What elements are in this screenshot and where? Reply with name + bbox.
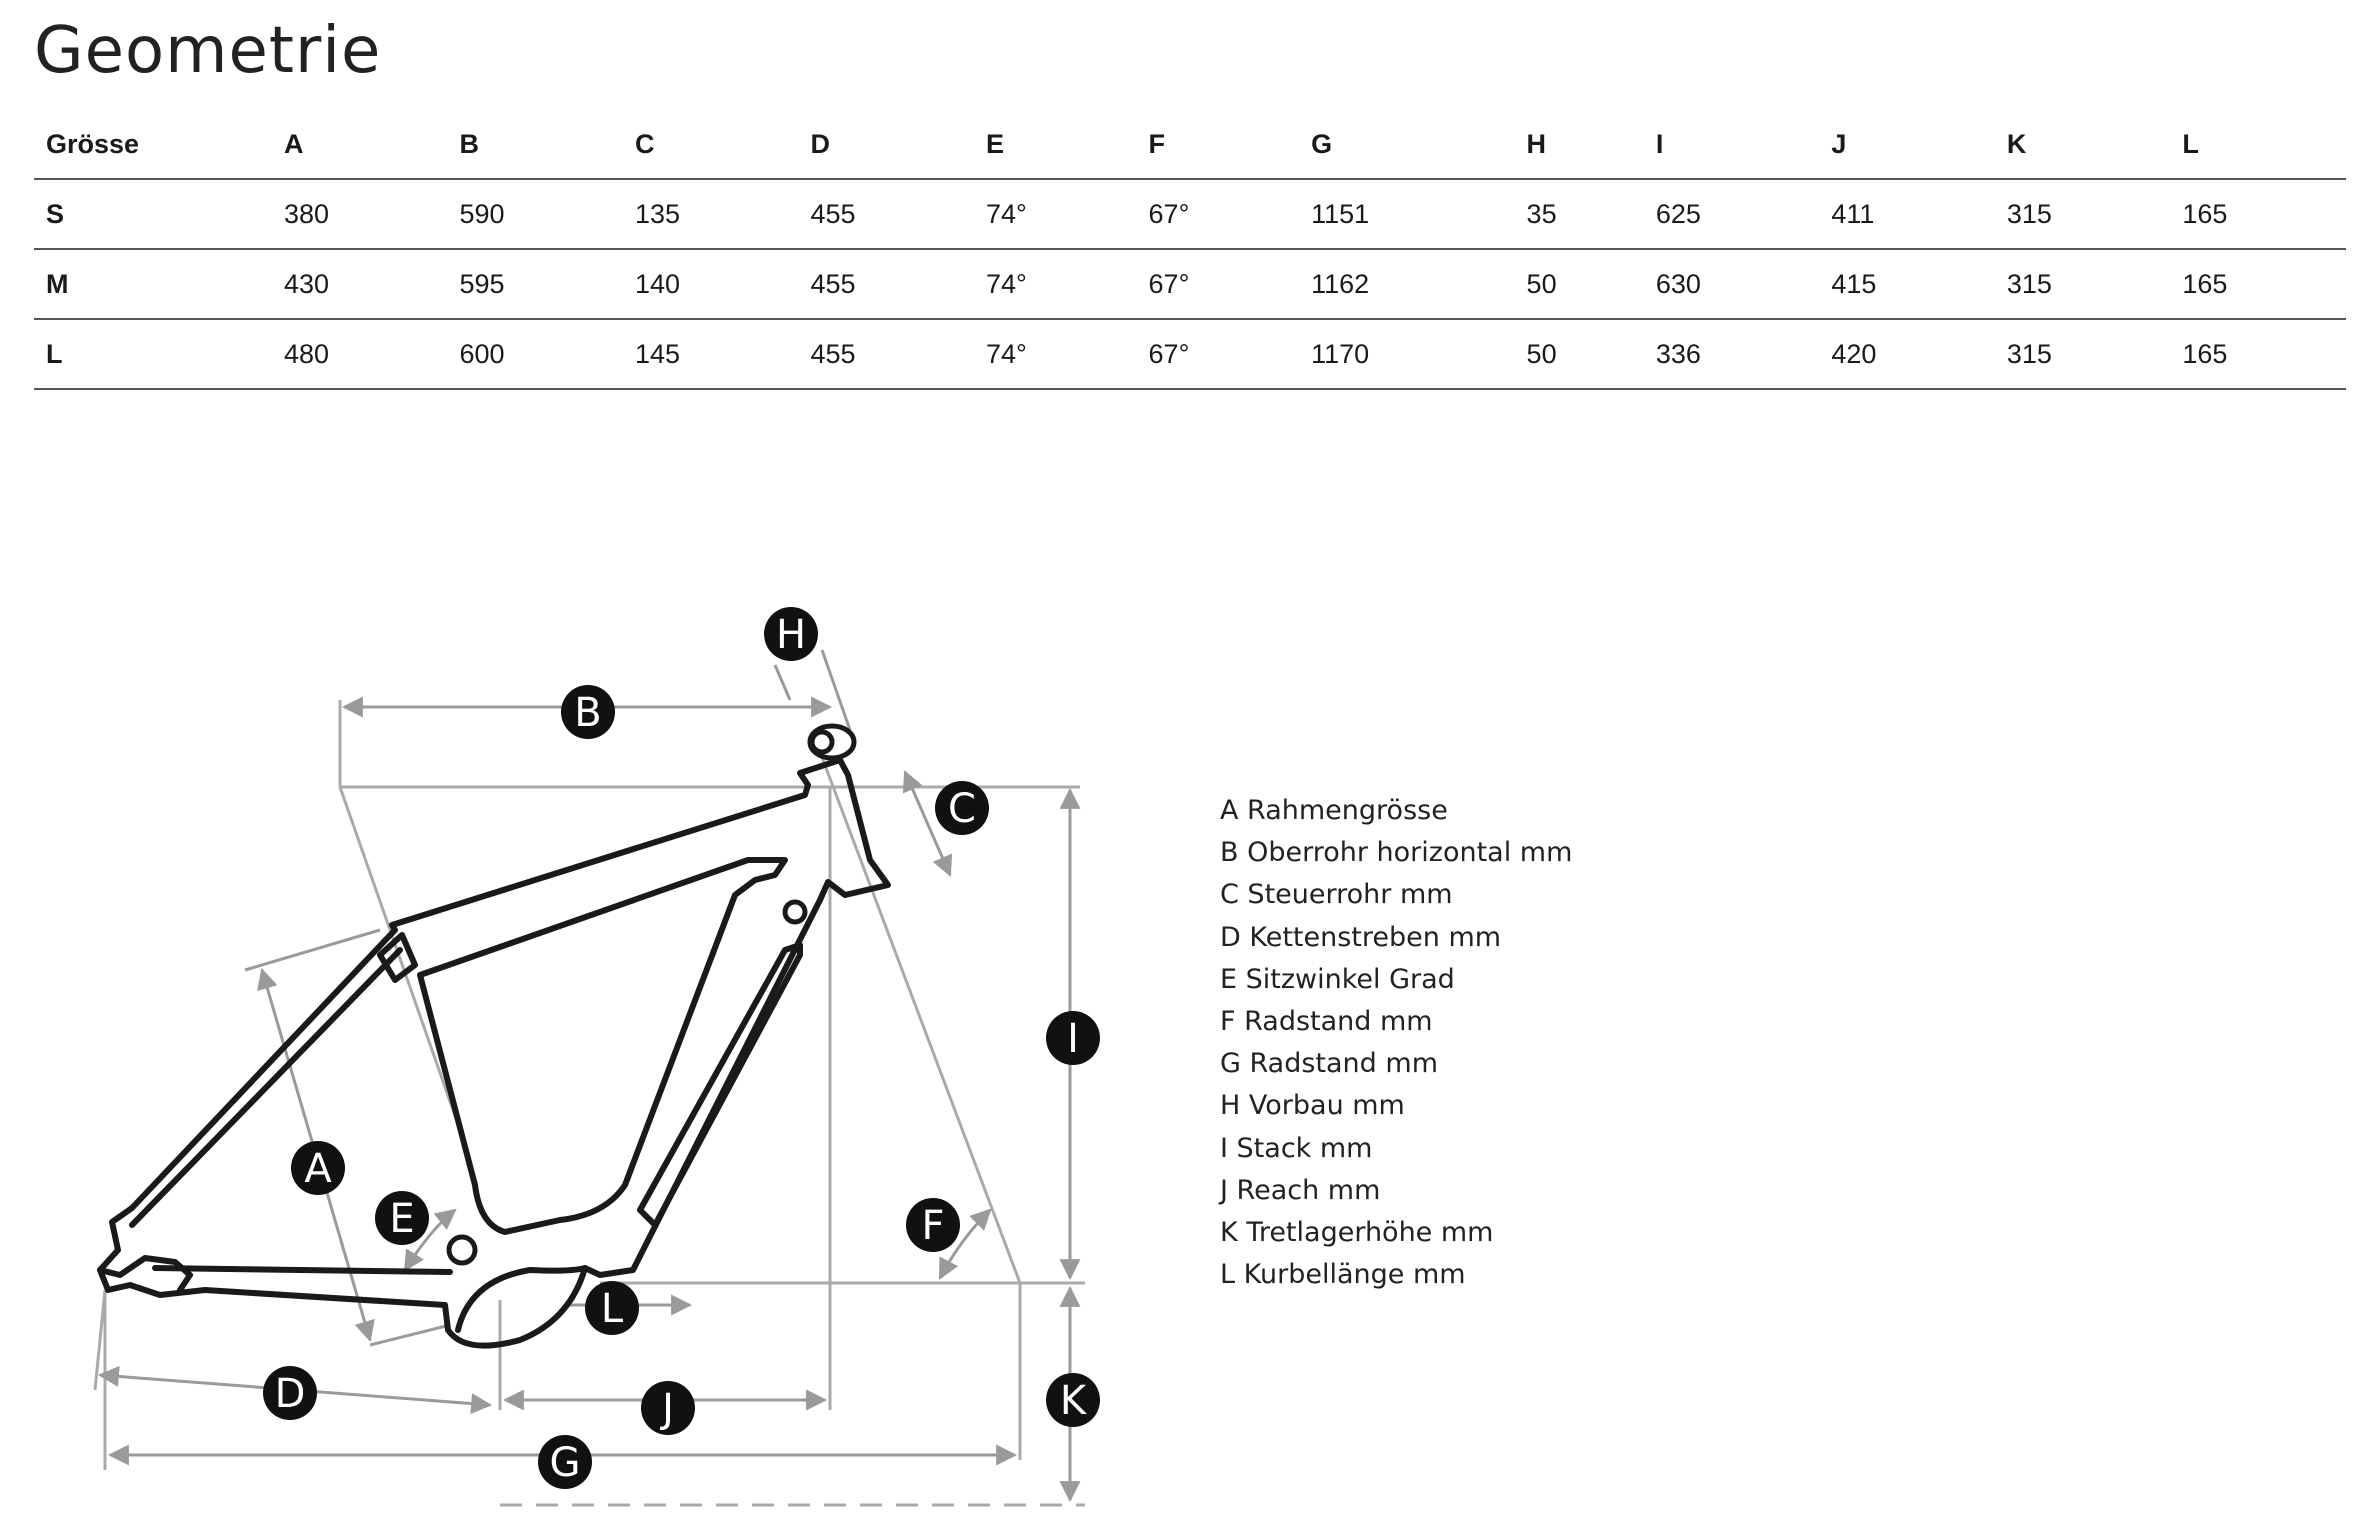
header-cell: C [623, 110, 799, 179]
table-cell: 165 [2170, 319, 2346, 389]
dim-h-tick2 [822, 650, 850, 730]
badge-a-label: A [304, 1146, 332, 1192]
badge-l [585, 1281, 639, 1335]
table-cell: 67° [1137, 179, 1300, 249]
header-cell: J [1819, 110, 1995, 179]
header-cell: G [1299, 110, 1514, 179]
table-header-row [34, 110, 2346, 179]
badge-i-label: I [1067, 1016, 1079, 1062]
table-row [34, 179, 2346, 249]
reference-lines [95, 700, 1085, 1505]
badge-b [561, 685, 615, 739]
table-cell: 165 [2170, 179, 2346, 249]
frame-outline-outer [100, 760, 888, 1346]
legend-item: C Steuerrohr mm [1220, 879, 1453, 911]
table-cell: 590 [448, 179, 624, 249]
table-cell: 380 [272, 179, 448, 249]
table-cell: 74° [974, 179, 1137, 249]
headset-cap [812, 732, 832, 752]
badge-k [1046, 1373, 1100, 1427]
table-cell: 145 [623, 319, 799, 389]
legend-item: L Kurbellänge mm [1220, 1259, 1466, 1291]
table-cell: 411 [1819, 179, 1995, 249]
header-cell: A [272, 110, 448, 179]
dropout [100, 1258, 190, 1290]
table-cell: 74° [974, 249, 1137, 319]
header-cell: E [974, 110, 1137, 179]
badge-j-label: J [662, 1386, 674, 1432]
legend-item: G Radstand mm [1220, 1048, 1438, 1080]
table-cell: 135 [623, 179, 799, 249]
cable-port [785, 902, 805, 922]
table-row [34, 319, 2346, 389]
legend-item: J Reach mm [1220, 1174, 1381, 1206]
table-cell: 336 [1644, 319, 1820, 389]
chain-stay [155, 1268, 450, 1272]
table-cell: 140 [623, 249, 799, 319]
table-cell: 455 [799, 179, 975, 249]
badge-c-label: C [948, 786, 976, 832]
header-cell: H [1515, 110, 1644, 179]
page-title: Geometrie [34, 14, 382, 88]
header-cell: L [2170, 110, 2346, 179]
legend-item: A Rahmengrösse [1220, 795, 1448, 826]
badge-k-label: K [1059, 1378, 1087, 1424]
badge-c [935, 781, 989, 835]
legend-item: D Kettenstreben mm [1220, 921, 1502, 953]
geometry-table [34, 110, 2346, 390]
badge-h-label: H [775, 612, 807, 658]
badge-a [291, 1141, 345, 1195]
table-cell: 430 [272, 249, 448, 319]
table-cell: S [34, 179, 272, 249]
dim-a-tick2 [370, 1325, 450, 1345]
table-cell: 455 [799, 249, 975, 319]
table-cell: 315 [1995, 179, 2171, 249]
table-cell: 595 [448, 249, 624, 319]
seat-angle-line [340, 787, 460, 1130]
table-cell: 455 [799, 319, 975, 389]
header-cell: K [1995, 110, 2171, 179]
badge-l-label: L [600, 1286, 624, 1332]
frame-details [449, 726, 854, 1263]
badge-g-label: G [549, 1440, 581, 1486]
table-cell: 1170 [1299, 319, 1514, 389]
bottom-bracket-pivot [449, 1237, 475, 1263]
badge-g [538, 1435, 592, 1489]
table-cell: 480 [272, 319, 448, 389]
header-cell: B [448, 110, 624, 179]
table-cell: 1162 [1299, 249, 1514, 319]
table-cell: M [34, 249, 272, 319]
table-cell: 165 [2170, 249, 2346, 319]
seat-stay [132, 950, 400, 1225]
badge-h [764, 607, 818, 661]
table-cell: 600 [448, 319, 624, 389]
header-cell: D [799, 110, 975, 179]
motor-housing [458, 1268, 585, 1330]
badge-d-label: D [274, 1371, 306, 1417]
table-cell: 415 [1819, 249, 1995, 319]
legend-item: B Oberrohr horizontal mm [1220, 837, 1573, 869]
bike-geometry-diagram [0, 520, 1180, 1514]
table-cell: 74° [974, 319, 1137, 389]
table-cell: 625 [1644, 179, 1820, 249]
legend-item: K Tretlagerhöhe mm [1220, 1217, 1494, 1249]
badge-e [375, 1191, 429, 1245]
header-cell: F [1137, 110, 1300, 179]
badge-e-label: E [389, 1196, 415, 1242]
header-cell: Grösse [34, 110, 272, 179]
bike-frame [100, 760, 888, 1346]
table-cell: 67° [1137, 249, 1300, 319]
legend-item: F Radstand mm [1220, 1006, 1433, 1038]
legend-item: I Stack mm [1220, 1132, 1373, 1164]
legend-item: E Sitzwinkel Grad [1220, 963, 1455, 995]
dimension-arrows [100, 632, 1070, 1500]
table-row [34, 249, 2346, 319]
table-cell: 315 [1995, 319, 2171, 389]
table-cell: 1151 [1299, 179, 1514, 249]
table-cell: 315 [1995, 249, 2171, 319]
legend-item: H Vorbau mm [1220, 1090, 1405, 1122]
badge-d [263, 1366, 317, 1420]
badge-b-label: B [574, 690, 602, 736]
table-cell: 35 [1515, 179, 1644, 249]
table-cell: 50 [1515, 249, 1644, 319]
table-cell: 630 [1644, 249, 1820, 319]
table-cell: 50 [1515, 319, 1644, 389]
header-cell: I [1644, 110, 1820, 179]
badge-j [641, 1381, 695, 1435]
badge-i [1046, 1011, 1100, 1065]
table-cell: L [34, 319, 272, 389]
table-cell: 420 [1819, 319, 1995, 389]
table-cell: 67° [1137, 319, 1300, 389]
dimension-legend [1220, 790, 1572, 1296]
badge-f-label: F [921, 1203, 945, 1249]
badge-f [906, 1198, 960, 1252]
dim-h-tick1 [775, 665, 790, 700]
